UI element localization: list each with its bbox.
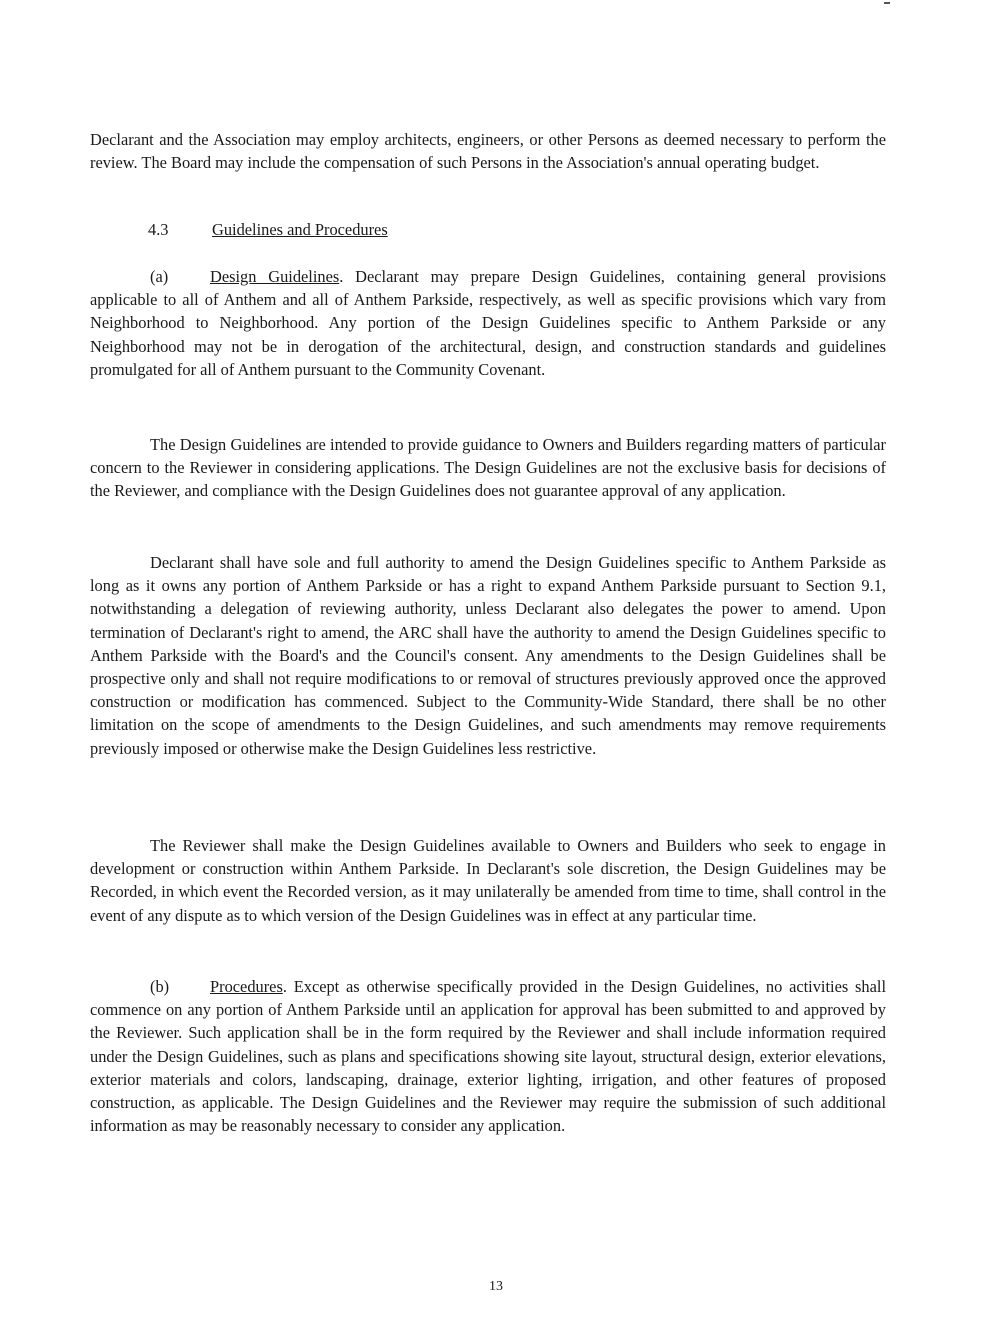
subsection-b-title: Procedures — [210, 977, 283, 996]
subsection-a-label: (a) — [150, 267, 169, 286]
subsection-b-label: (b) — [150, 977, 170, 996]
section-heading — [148, 218, 388, 241]
intro-paragraph: Declarant and the Association may employ architects, engineers, or other Persons as deemed necessary to perform the review. The Board may include the compensation of such Persons in the Association's annual operating budget. — [90, 130, 886, 173]
section-number: 4.3 — [148, 220, 169, 239]
paragraph-4: The Reviewer shall make the Design Guidelines available to Owners and Builders who seek to engage in development or construction within Anthem Parkside. In Declarant's sole discretion, the Design Guidelines may be Recorded, in which event the Recorded version, as it may unilaterally be amended from time to time, shall control in the event of any dispute as to which version of the Design Guidelines was in effect at any particular time. — [90, 836, 886, 925]
subsection-a-title: Design Guidelines — [210, 267, 340, 286]
section-title: Guidelines and Procedures — [212, 220, 388, 239]
paragraph-2: The Design Guidelines are intended to provide guidance to Owners and Builders regarding matters of particular concern to the Reviewer in considering applications. The Design Guidelines are not the exclusive basis for decisions of the Reviewer, and compliance with the Design Guidelines does not guarantee approval of any application. — [90, 435, 886, 501]
subsection-a-text: Declarant may prepare Design Guidelines, containing general provisions applicable to all of Anthem and all of Anthem Parkside, respectively, as well as specific provisions which vary from Neighborhood to Neighborhood. Any portion of the Design Guidelines specific to Anthem Parkside or any Neighborhood may not be in derogation of the architectural, design, and construction standards and guidelines promulgated for all of Anthem pursuant to the Community Covenant. — [90, 267, 886, 379]
scan-mark — [884, 2, 890, 4]
subsection-b-paragraph: (b) Procedures. Except as otherwise specifically provided in the Design Guidelines, no activities shall commence on any portion of Anthem Parkside until an application for approval has been submitted to and approved by the Reviewer. Such application shall be in the form required by the Reviewer and shall include information required under the Design Guidelines, such as plans and specifications showing site layout, structural design, exterior elevations, exterior materials and colors, landscaping, drainage, exterior lighting, irrigation, and other features of proposed construction, as applicable. The Design Guidelines and the Reviewer may require the submission of such additional information as may be reasonably necessary to consider any application. — [90, 977, 886, 1136]
page-number: 13 — [489, 1279, 503, 1294]
paragraph-3: Declarant shall have sole and full authority to amend the Design Guidelines specific to Anthem Parkside as long as it owns any portion of Anthem Parkside or has a right to expand Anthem Parkside pursuant to Section 9.1, notwithstanding a delegation of reviewing authority, unless Declarant also delegates the power to amend. Upon termination of Declarant's right to amend, the ARC shall have the authority to amend the Design Guidelines specific to Anthem Parkside with the Board's and the Council's consent. Any amendments to the Design Guidelines shall be prospective only and shall not require modifications to or removal of structures previously approved once the approved construction or modification has commenced. Subject to the Community-Wide Standard, there shall be no other limitation on the scope of amendments to the Design Guidelines, and such amendments may remove requirements previously imposed or otherwise make the Design Guidelines less restrictive. — [90, 553, 886, 758]
subsection-a-paragraph: (a) Design Guidelines. Declarant may prepare Design Guidelines, containing general provisions applicable to all of Anthem and all of Anthem Parkside, respectively, as well as specific provisions which vary from Neighborhood to Neighborhood. Any portion of the Design Guidelines specific to Anthem Parkside or any Neighborhood may not be in derogation of the architectural, design, and construction standards and guidelines promulgated for all of Anthem pursuant to the Community Covenant. — [90, 267, 886, 379]
subsection-b-text: Except as otherwise specifically provided in the Design Guidelines, no activities shall commence on any portion of Anthem Parkside until an application for approval has been submitted to and approved by the Reviewer. Such application shall be in the form required by the Reviewer and shall include information required under the Design Guidelines, such as plans and specifications showing site layout, structural design, exterior elevations, exterior materials and colors, landscaping, drainage, exterior lighting, irrigation, and other features of proposed construction, as applicable. The Design Guidelines and the Reviewer may require the submission of such additional information as may be reasonably necessary to consider any application. — [90, 977, 886, 1136]
